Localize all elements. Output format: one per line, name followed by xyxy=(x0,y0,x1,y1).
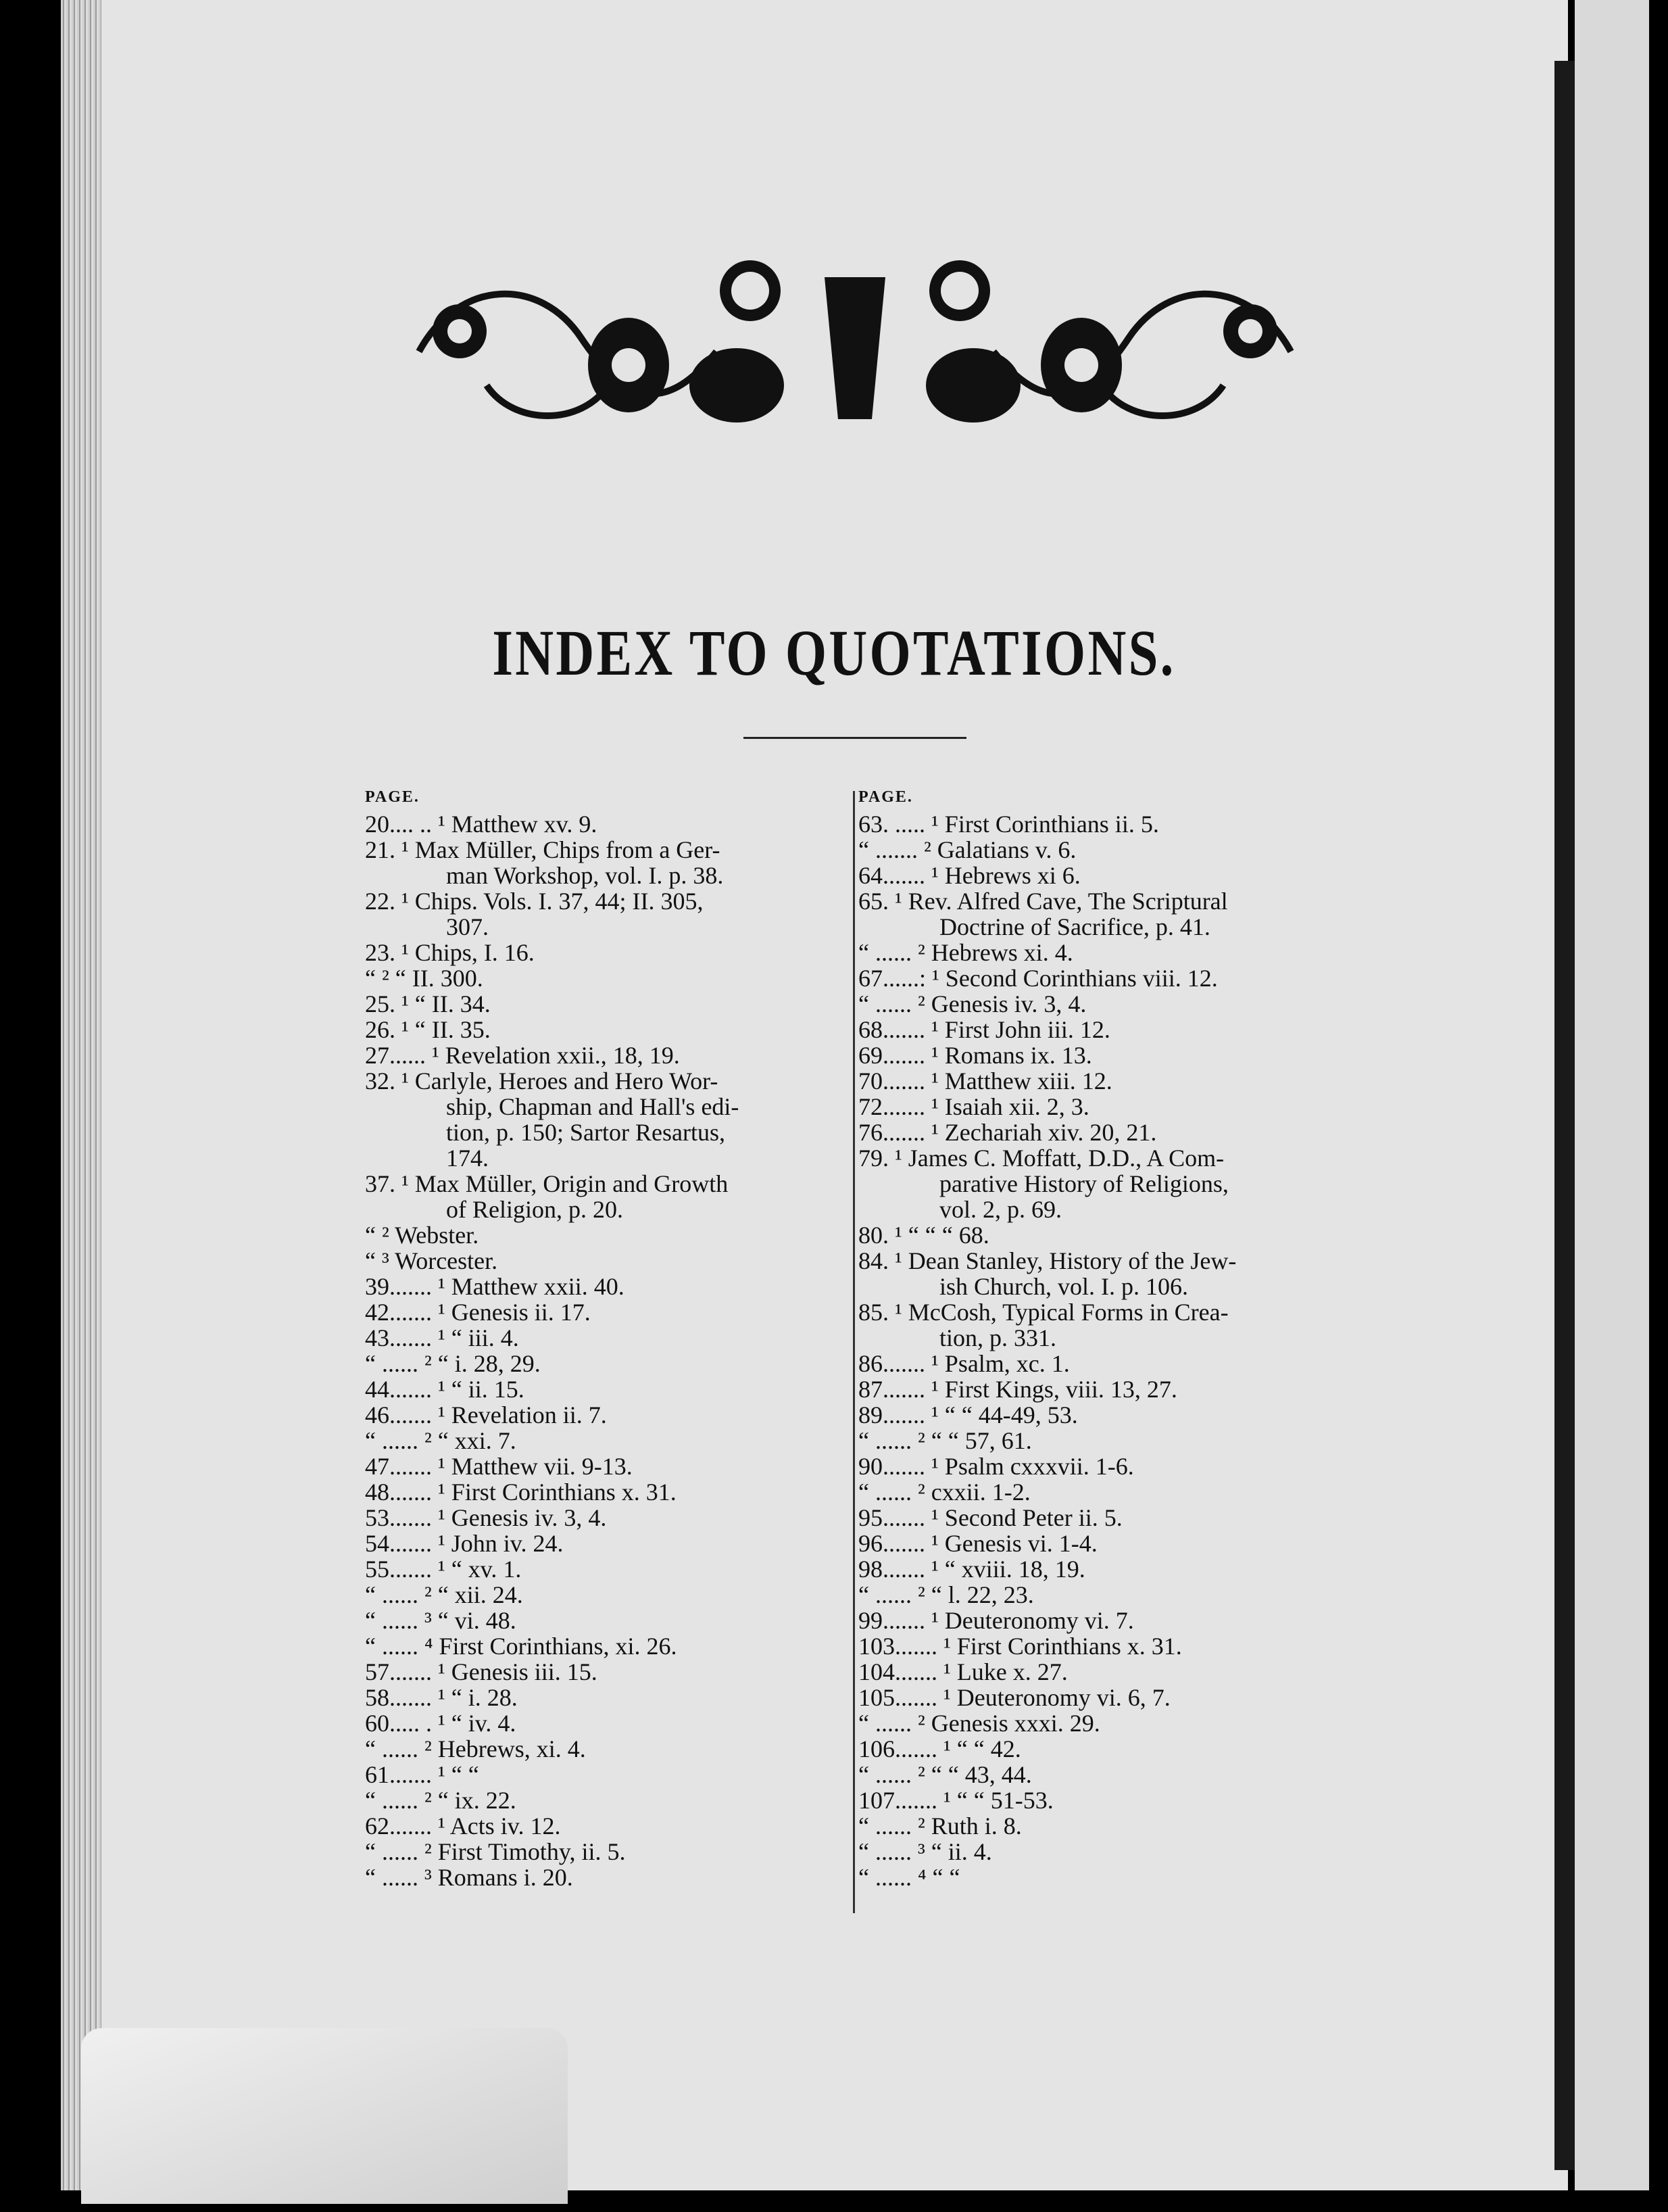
index-entry xyxy=(858,837,1358,863)
index-entry xyxy=(858,1531,1358,1556)
index-column-right xyxy=(858,784,1358,1890)
entry-text: 46....... ¹ Revelation ii. 7. xyxy=(365,1401,607,1428)
entry-text: 80. ¹ “ “ “ 68. xyxy=(858,1222,989,1249)
entry-text: 32. ¹ Carlyle, Heroes and Hero Wor- xyxy=(365,1067,718,1095)
entry-text: “ ...... ⁴ First Corinthians, xi. 26. xyxy=(365,1633,677,1660)
entry-text: 43....... ¹ “ iii. 4. xyxy=(365,1324,519,1351)
title-rule xyxy=(743,737,966,739)
index-entry xyxy=(365,1351,852,1376)
page-edges xyxy=(61,0,101,2190)
index-entry xyxy=(858,1659,1358,1685)
index-entry xyxy=(365,991,852,1017)
index-entry xyxy=(365,837,852,863)
entry-text: 37. ¹ Max Müller, Origin and Growth xyxy=(365,1170,729,1197)
entry-text: 44....... ¹ “ ii. 15. xyxy=(365,1376,524,1403)
index-entry xyxy=(365,1479,852,1505)
index-entry xyxy=(858,1479,1358,1505)
index-entry xyxy=(365,1145,852,1171)
index-entry xyxy=(858,1582,1358,1608)
index-entry xyxy=(365,1582,852,1608)
index-entry xyxy=(365,1762,852,1787)
entry-text: 104....... ¹ Luke x. 27. xyxy=(858,1658,1068,1685)
index-entry xyxy=(365,1274,852,1299)
index-entry xyxy=(365,1325,852,1351)
index-entry xyxy=(365,1736,852,1762)
entry-text: Doctrine of Sacrifice, p. 41. xyxy=(939,913,1210,940)
index-entry xyxy=(365,1017,852,1042)
index-entry xyxy=(365,1453,852,1479)
entry-text: “ ....... ² Galatians v. 6. xyxy=(858,836,1077,863)
entry-text: 76....... ¹ Zechariah xiv. 20, 21. xyxy=(858,1119,1157,1146)
entry-text: “ ...... ² Ruth i. 8. xyxy=(858,1812,1022,1840)
index-entry xyxy=(858,1120,1358,1145)
entry-text: 85. ¹ McCosh, Typical Forms in Crea- xyxy=(858,1299,1229,1326)
index-entry xyxy=(858,1453,1358,1479)
index-column-left xyxy=(365,784,852,1890)
index-entry xyxy=(365,914,852,940)
index-entry xyxy=(365,1402,852,1428)
index-entry xyxy=(858,914,1358,940)
entry-text: 26. ¹ “ II. 35. xyxy=(365,1016,491,1043)
entry-text: tion, p. 331. xyxy=(939,1324,1057,1351)
entry-text: 64....... ¹ Hebrews xi 6. xyxy=(858,862,1081,889)
entry-text: of Religion, p. 20. xyxy=(446,1196,623,1223)
entry-text: 86....... ¹ Psalm, xc. 1. xyxy=(858,1350,1070,1377)
index-entry xyxy=(365,1299,852,1325)
entry-text: “ ...... ² Genesis xxxi. 29. xyxy=(858,1710,1100,1737)
index-entry xyxy=(858,1068,1358,1094)
entry-text: 39....... ¹ Matthew xxii. 40. xyxy=(365,1273,624,1300)
index-entry xyxy=(858,1710,1358,1736)
index-entry xyxy=(365,1094,852,1120)
index-entry xyxy=(858,1274,1358,1299)
index-entry xyxy=(858,991,1358,1017)
index-entry xyxy=(858,1839,1358,1865)
entry-text: 307. xyxy=(446,913,489,940)
entry-text: 72....... ¹ Isaiah xii. 2, 3. xyxy=(858,1093,1089,1120)
index-entry xyxy=(858,1428,1358,1453)
entry-text: 79. ¹ James C. Moffatt, D.D., A Com- xyxy=(858,1145,1225,1172)
index-entry xyxy=(858,1608,1358,1633)
index-entry xyxy=(858,1042,1358,1068)
entry-text: ish Church, vol. I. p. 106. xyxy=(939,1273,1188,1300)
index-entry xyxy=(365,1659,852,1685)
entry-text: 99....... ¹ Deuteronomy vi. 7. xyxy=(858,1607,1134,1634)
index-entry xyxy=(365,1428,852,1453)
index-entry xyxy=(365,1376,852,1402)
entry-text: 87....... ¹ First Kings, viii. 13, 27. xyxy=(858,1376,1177,1403)
index-entry xyxy=(858,940,1358,965)
index-entry xyxy=(365,1608,852,1633)
index-entry xyxy=(365,1710,852,1736)
entry-text: ship, Chapman and Hall's edi- xyxy=(446,1093,739,1120)
index-entry xyxy=(858,1813,1358,1839)
entry-text: 63. ..... ¹ First Corinthians ii. 5. xyxy=(858,811,1159,838)
index-entry xyxy=(365,863,852,888)
entry-text: 61....... ¹ “ “ xyxy=(365,1761,479,1788)
entry-text: “ ...... ⁴ “ “ xyxy=(858,1864,960,1891)
entry-text: “ ...... ² Hebrews, xi. 4. xyxy=(365,1735,586,1762)
entry-text: 57....... ¹ Genesis iii. 15. xyxy=(365,1658,597,1685)
facing-page xyxy=(1575,0,1649,2190)
entry-text: 54....... ¹ John iv. 24. xyxy=(365,1530,564,1557)
index-entry xyxy=(858,965,1358,991)
entry-text: 47....... ¹ Matthew vii. 9-13. xyxy=(365,1453,633,1480)
entry-text: 106....... ¹ “ “ 42. xyxy=(858,1735,1021,1762)
entry-text: parative History of Religions, xyxy=(939,1170,1229,1197)
entry-text: tion, p. 150; Sartor Resartus, xyxy=(446,1119,725,1146)
entry-text: “ ...... ³ Romans i. 20. xyxy=(365,1864,573,1891)
entry-text: “ ...... ³ “ vi. 48. xyxy=(365,1607,516,1634)
index-entry xyxy=(858,863,1358,888)
index-entry xyxy=(858,1505,1358,1531)
index-entry xyxy=(858,1197,1358,1222)
column-divider xyxy=(853,791,855,1913)
entry-text: “ ...... ² Hebrews xi. 4. xyxy=(858,939,1073,966)
index-entry xyxy=(858,1171,1358,1197)
entry-text: vol. 2, p. 69. xyxy=(939,1196,1062,1223)
entry-text: “ ² “ II. 300. xyxy=(365,965,483,992)
entry-text: 55....... ¹ “ xv. 1. xyxy=(365,1556,522,1583)
entry-text: 103....... ¹ First Corinthians x. 31. xyxy=(858,1633,1182,1660)
entry-text: 98....... ¹ “ xviii. 18, 19. xyxy=(858,1556,1085,1583)
index-entry xyxy=(858,1633,1358,1659)
thumb-in-margin xyxy=(81,2028,568,2204)
entry-text: “ ...... ² Genesis iv. 3, 4. xyxy=(858,990,1087,1017)
entry-text: 67......: ¹ Second Corinthians viii. 12. xyxy=(858,965,1218,992)
index-entry xyxy=(858,1145,1358,1171)
entry-text: 70....... ¹ Matthew xiii. 12. xyxy=(858,1067,1112,1095)
index-entry xyxy=(858,1556,1358,1582)
index-entry xyxy=(365,1120,852,1145)
column-header: PAGE. xyxy=(858,788,913,806)
index-entry xyxy=(365,1042,852,1068)
entry-text: “ ...... ² “ i. 28, 29. xyxy=(365,1350,541,1377)
entry-text: “ ...... ² “ l. 22, 23. xyxy=(858,1581,1034,1608)
index-entry xyxy=(365,1171,852,1197)
binding-edge xyxy=(1554,61,1575,2170)
entry-text: 21. ¹ Max Müller, Chips from a Ger- xyxy=(365,836,720,863)
index-entry xyxy=(858,1325,1358,1351)
entry-text: 65. ¹ Rev. Alfred Cave, The Scriptural xyxy=(858,888,1228,915)
entry-text: 27...... ¹ Revelation xxii., 18, 19. xyxy=(365,1042,680,1069)
entry-text: “ ...... ² “ “ 43, 44. xyxy=(858,1761,1032,1788)
entry-text: 60..... . ¹ “ iv. 4. xyxy=(365,1710,516,1737)
index-entry xyxy=(365,1531,852,1556)
entry-text: 90....... ¹ Psalm cxxxvii. 1-6. xyxy=(858,1453,1134,1480)
index-entry xyxy=(858,1017,1358,1042)
entry-text: 95....... ¹ Second Peter ii. 5. xyxy=(858,1504,1123,1531)
decorative-headpiece xyxy=(406,250,1304,453)
index-entry xyxy=(365,811,852,837)
index-entry xyxy=(858,1094,1358,1120)
entry-text: 107....... ¹ “ “ 51-53. xyxy=(858,1787,1054,1814)
entry-text: 96....... ¹ Genesis vi. 1-4. xyxy=(858,1530,1098,1557)
index-entry xyxy=(858,1351,1358,1376)
index-entry xyxy=(365,1068,852,1094)
index-entry xyxy=(858,1376,1358,1402)
entry-text: 58....... ¹ “ i. 28. xyxy=(365,1684,518,1711)
entry-text: 174. xyxy=(446,1145,489,1172)
entry-text: “ ...... ² cxxii. 1-2. xyxy=(858,1478,1031,1506)
column-header: PAGE. xyxy=(365,788,420,806)
entry-text: 20.... .. ¹ Matthew xv. 9. xyxy=(365,811,597,838)
entry-text: 105....... ¹ Deuteronomy vi. 6, 7. xyxy=(858,1684,1171,1711)
entry-text: 89....... ¹ “ “ 44-49, 53. xyxy=(858,1401,1078,1428)
index-entry xyxy=(365,888,852,914)
entry-text: “ ...... ² “ xxi. 7. xyxy=(365,1427,516,1454)
index-entry xyxy=(858,1787,1358,1813)
index-entry xyxy=(365,1556,852,1582)
entry-text: 84. ¹ Dean Stanley, History of the Jew- xyxy=(858,1247,1237,1274)
entry-text: 53....... ¹ Genesis iv. 3, 4. xyxy=(365,1504,607,1531)
index-entry xyxy=(858,888,1358,914)
index-entry xyxy=(365,1685,852,1710)
entry-text: 23. ¹ Chips, I. 16. xyxy=(365,939,535,966)
index-entry xyxy=(858,1299,1358,1325)
index-entry xyxy=(365,1248,852,1274)
index-entry xyxy=(365,940,852,965)
entry-text: 48....... ¹ First Corinthians x. 31. xyxy=(365,1478,677,1506)
index-entry xyxy=(858,1685,1358,1710)
entry-text: “ ...... ² First Timothy, ii. 5. xyxy=(365,1838,626,1865)
index-entry xyxy=(365,1865,852,1890)
index-entry xyxy=(365,1633,852,1659)
entry-text: “ ...... ³ “ ii. 4. xyxy=(858,1838,992,1865)
index-entry xyxy=(365,1197,852,1222)
index-entry xyxy=(858,1762,1358,1787)
index-entry xyxy=(858,1402,1358,1428)
entry-text: 68....... ¹ First John iii. 12. xyxy=(858,1016,1110,1043)
page-title: INDEX TO QUOTATIONS. xyxy=(492,617,1176,689)
index-entry xyxy=(365,1813,852,1839)
entry-text: “ ² Webster. xyxy=(365,1222,479,1249)
index-entry xyxy=(858,1865,1358,1890)
entry-text: man Workshop, vol. I. p. 38. xyxy=(446,862,724,889)
entry-text: “ ...... ² “ “ 57, 61. xyxy=(858,1427,1032,1454)
index-entry xyxy=(365,1839,852,1865)
index-entry xyxy=(365,1505,852,1531)
index-entry xyxy=(858,1736,1358,1762)
index-entry xyxy=(365,1222,852,1248)
index-entry xyxy=(858,1222,1358,1248)
index-entry xyxy=(365,1787,852,1813)
entry-text: 69....... ¹ Romans ix. 13. xyxy=(858,1042,1092,1069)
index-entry xyxy=(365,965,852,991)
entry-text: “ ...... ² “ xii. 24. xyxy=(365,1581,523,1608)
entry-text: 42....... ¹ Genesis ii. 17. xyxy=(365,1299,591,1326)
entry-text: 22. ¹ Chips. Vols. I. 37, 44; II. 305, xyxy=(365,888,704,915)
index-entry xyxy=(858,1248,1358,1274)
entry-text: “ ³ Worcester. xyxy=(365,1247,498,1274)
entry-text: 25. ¹ “ II. 34. xyxy=(365,990,491,1017)
entry-text: 62....... ¹ Acts iv. 12. xyxy=(365,1812,561,1840)
index-entry xyxy=(858,811,1358,837)
entry-text: “ ...... ² “ ix. 22. xyxy=(365,1787,516,1814)
